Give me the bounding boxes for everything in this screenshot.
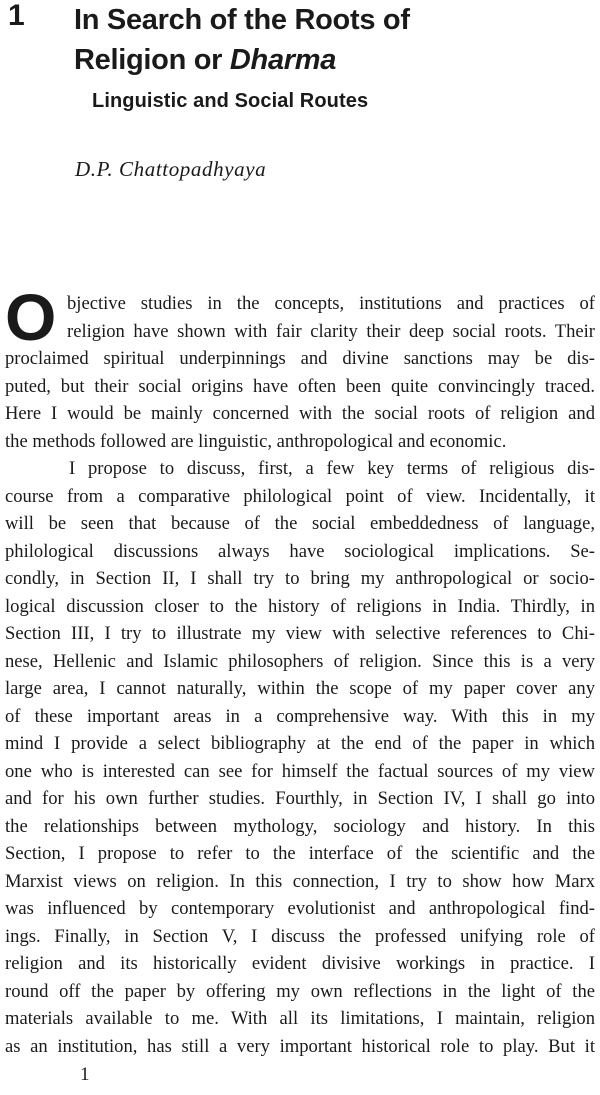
body-text: [5, 280, 595, 1060]
chapter-title-line-2-text: Religion or: [74, 44, 230, 76]
paragraph-2-line: large area, I cannot naturally, within the scope of my paper cover any: [5, 678, 595, 699]
paragraph-2-line: course from a comparative philological point of view. Incidentally, it: [5, 485, 595, 507]
paragraph-2-line: one who is interested can see for himself the factual sources of my view: [5, 760, 595, 782]
paragraph-2-line: religion and its historically evident divisive workings in practice. I: [5, 953, 595, 974]
page-number: 1: [80, 1064, 90, 1085]
paragraph-1: [5, 280, 595, 455]
chapter-title-italic-word: Dharma: [229, 44, 337, 76]
paragraph-2-line: Section III, I try to illustrate my view with selective references to Chi-: [5, 623, 595, 644]
paragraph-2-line: nese, Hellenic and Islamic philosophers of religion. Since this is a very: [5, 650, 595, 672]
paragraph-2-line: Section, I propose to refer to the interface of the scientific and the: [5, 843, 595, 864]
author-name: D.P. Chattopadhyaya: [75, 157, 267, 181]
paragraph-2-line: and for his own further studies. Fourthly, in Section IV, I shall go into: [5, 788, 595, 809]
paragraph-1-line: the methods followed are linguistic, anthropological and economic.: [5, 430, 507, 452]
paragraph-2-line: Marxist views on religion. In this connection, I try to show how Marx: [5, 870, 595, 892]
paragraph-1-line: puted, but their social origins have often been quite convincingly traced.: [5, 375, 595, 397]
paragraph-2-line: philological discussions always have sociological implications. Se-: [5, 540, 595, 562]
paragraph-1-line-text: bjective studies in the concepts, institutions and practices of: [67, 293, 595, 314]
paragraph-2-line: as an institution, has still a very important historical role to play. But it: [5, 1035, 595, 1057]
paragraph-2-line: materials available to me. With all its limitations, I maintain, religion: [5, 1008, 595, 1029]
paragraph-2-line: round off the paper by offering my own reflections in the light of the: [5, 980, 595, 1002]
paragraph-1-line: religion have shown with fair clarity their deep social roots. Their: [67, 320, 595, 342]
paragraph-2-line: ings. Finally, in Section V, I discuss the professed unifying role of: [5, 925, 595, 947]
chapter-title-line-1: In Search of the Roots of: [74, 4, 410, 36]
paragraph-1-line: proclaimed spiritual underpinnings and divine sanctions may be dis-: [5, 348, 595, 369]
chapter-number: 1: [8, 0, 25, 32]
chapter-title: [74, 0, 594, 80]
paragraph-2-line: was influenced by contemporary evolutionist and anthropological find-: [5, 898, 595, 919]
drop-cap: O: [5, 280, 57, 354]
paragraph-2-line: condly, in Section II, I shall try to bring my anthropological or socio-: [5, 568, 595, 589]
paragraph-1-line: Here I would be mainly concerned with the social roots of religion and: [5, 403, 595, 424]
paragraph-2-line: of these important areas in a comprehensive way. With this in my: [5, 705, 595, 727]
paragraph-2-line: will be seen that because of the social embeddedness of language,: [5, 513, 595, 534]
chapter-title-line-2: [74, 40, 594, 80]
paragraph-2-line: I propose to discuss, first, a few key terms of religious dis-: [69, 458, 595, 479]
paragraph-2-line: the relationships between mythology, sociology and history. In this: [5, 815, 595, 837]
chapter-subtitle: Linguistic and Social Routes: [92, 90, 369, 112]
paragraph-2-line: logical discussion closer to the history of religions in India. Thirdly, in: [5, 595, 595, 617]
paragraph-2-line: mind I provide a select bibliography at the end of the paper in which: [5, 733, 595, 754]
paragraph-2: [5, 455, 595, 1060]
